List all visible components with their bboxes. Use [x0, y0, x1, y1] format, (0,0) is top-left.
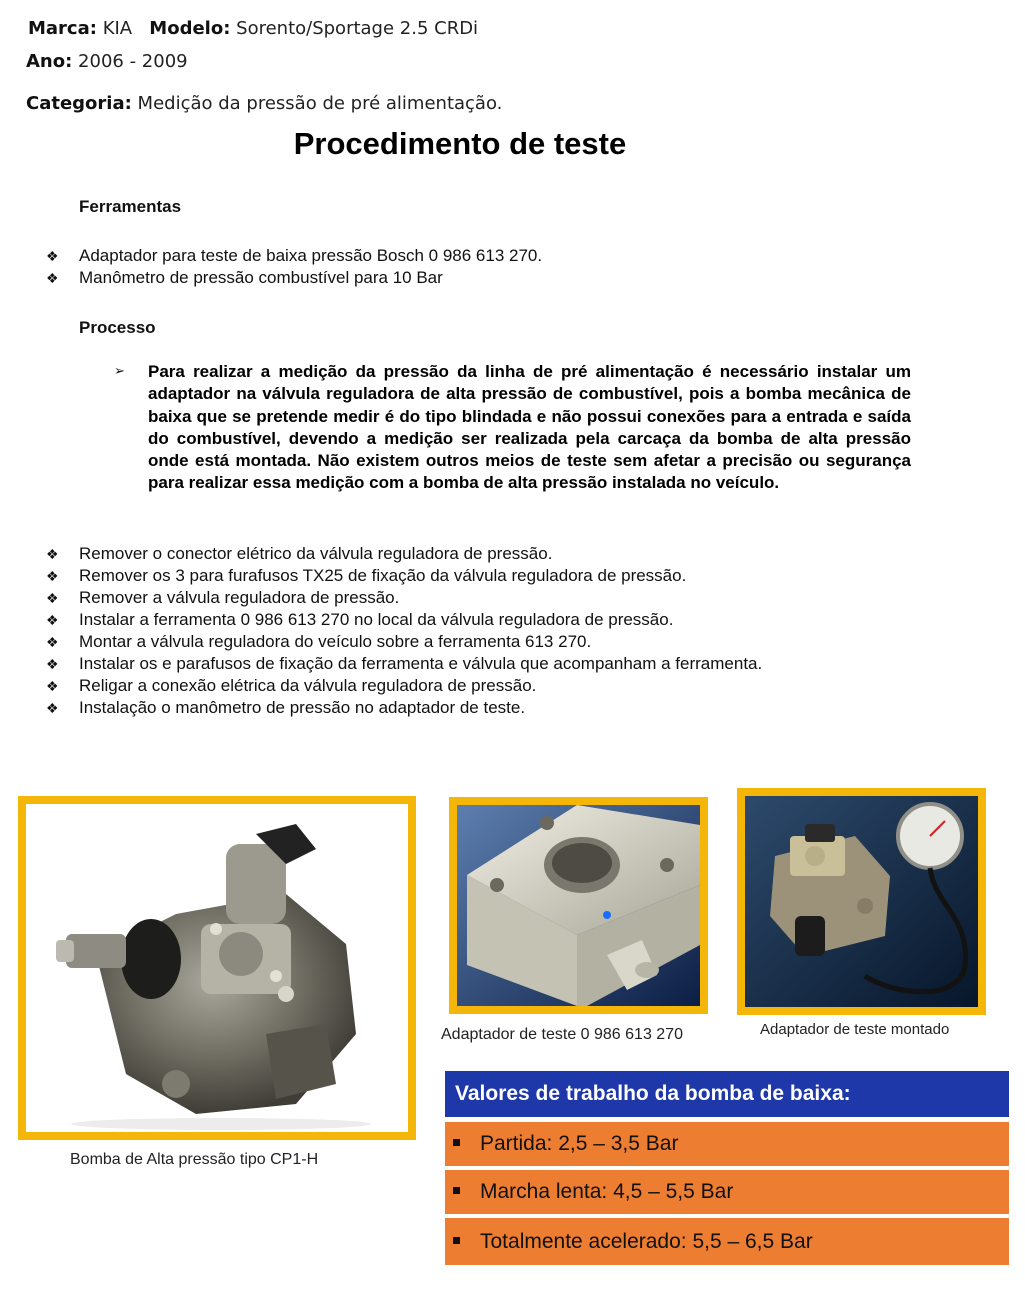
values-table-header: Valores de trabalho da bomba de baixa: — [445, 1071, 1009, 1117]
square-bullet-icon — [453, 1187, 460, 1194]
arrow-bullet-icon: ➢ — [114, 364, 125, 379]
values-row-marcha-lenta: Marcha lenta: 4,5 – 5,5 Bar — [445, 1170, 1009, 1214]
modelo-label: Modelo: — [149, 18, 231, 39]
list-item: ❖ Remover os 3 para furafusos TX25 de fixação da válvula reguladora de pressão. — [46, 566, 687, 585]
diamond-bullet-icon: ❖ — [46, 546, 59, 562]
ano-value: 2006 - 2009 — [78, 51, 188, 72]
pump-caption: Bomba de Alta pressão tipo CP1-H — [70, 1151, 319, 1168]
modelo-value: Sorento/Sportage 2.5 CRDi — [236, 18, 479, 39]
mounted-photo — [737, 788, 986, 1015]
categoria-value: Medição da pressão de pré alimentação. — [137, 93, 503, 114]
adapter-photo — [449, 797, 708, 1014]
test-adapter-image — [457, 805, 700, 1006]
list-item: ❖ Instalação o manômetro de pressão no adaptador de teste. — [46, 698, 526, 717]
page-title: Procedimento de teste — [293, 126, 627, 161]
ferramentas-heading: Ferramentas — [79, 197, 182, 216]
ferramentas-list — [46, 245, 542, 289]
diamond-bullet-icon: ❖ — [46, 270, 59, 286]
diamond-bullet-icon: ❖ — [46, 678, 59, 694]
mounted-caption: Adaptador de teste montado — [760, 1021, 950, 1038]
diamond-bullet-icon: ❖ — [46, 590, 59, 606]
steps-list — [46, 543, 762, 719]
list-item: ❖ Manômetro de pressão combustível para 10 Bar — [46, 268, 443, 287]
high-pressure-pump-image — [26, 804, 408, 1132]
header-line-3 — [26, 93, 502, 114]
values-row-partida: Partida: 2,5 – 3,5 Bar — [445, 1122, 1009, 1166]
list-item: ❖ Remover o conector elétrico da válvula reguladora de pressão. — [46, 544, 553, 563]
mounted-adapter-image — [745, 796, 978, 1007]
diamond-bullet-icon: ❖ — [46, 612, 59, 628]
diamond-bullet-icon: ❖ — [46, 248, 59, 264]
header-line-1 — [28, 18, 478, 39]
list-item: ❖ Instalar os e parafusos de fixação da ferramenta e válvula que acompanham a ferramenta. — [46, 654, 763, 673]
marca-label: Marca: — [28, 18, 97, 39]
list-item: ❖ Remover a válvula reguladora de pressão. — [46, 588, 400, 607]
diamond-bullet-icon: ❖ — [46, 634, 59, 650]
pump-photo — [18, 796, 416, 1140]
values-row-acelerado: Totalmente acelerado: 5,5 – 6,5 Bar — [445, 1218, 1009, 1265]
marca-value: KIA — [102, 18, 133, 39]
diamond-bullet-icon: ❖ — [46, 700, 59, 716]
processo-heading: Processo — [79, 318, 156, 337]
adapter-caption: Adaptador de teste 0 986 613 270 — [441, 1026, 683, 1043]
ano-label: Ano: — [26, 51, 73, 72]
diamond-bullet-icon: ❖ — [46, 656, 59, 672]
list-item: ❖ Adaptador para teste de baixa pressão Bosch 0 986 613 270. — [46, 246, 543, 265]
categoria-label: Categoria: — [26, 93, 132, 114]
diamond-bullet-icon: ❖ — [46, 568, 59, 584]
list-item: ❖ Instalar a ferramenta 0 986 613 270 no local da válvula reguladora de pressão. — [46, 610, 674, 629]
square-bullet-icon — [453, 1139, 460, 1146]
header-line-2 — [26, 51, 188, 72]
list-item: ❖ Montar a válvula reguladora do veículo sobre a ferramenta 613 270. — [46, 632, 592, 651]
processo-paragraph: Para realizar a medição da pressão da linha de pré alimentação é necessário instalar um adaptador na válvula reguladora de alta pressão de combustível, pois a bomba mecânica de baixa que se pretende medir é do tipo blindada e não possui conexões para a entrada e saída do combustível, devendo a medição ser realizada pela carcaça da bomba de alta pressão onde está montada. Não existem outros meios de teste sem afetar a precisão ou segurança para realizar essa medição com a bomba de alta pressão instalada no veículo. — [148, 362, 911, 493]
square-bullet-icon — [453, 1237, 460, 1244]
list-item: ❖ Religar a conexão elétrica da válvula reguladora de pressão. — [46, 676, 537, 695]
